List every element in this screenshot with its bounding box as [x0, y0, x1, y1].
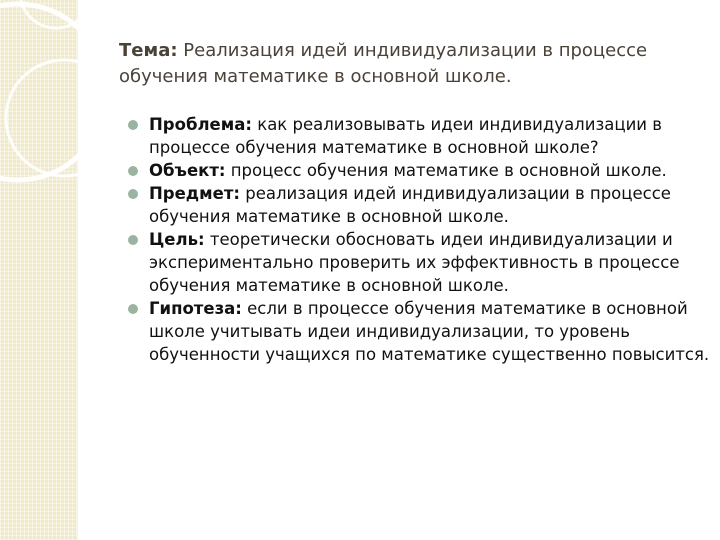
- bullet-dot-icon: [128, 235, 138, 245]
- bullet-dot-icon: [128, 304, 138, 314]
- bullet-item-problem: [128, 113, 713, 159]
- bullet-text: процесс обучения математике в основной школе.: [225, 161, 667, 180]
- bullet-item-subject: [128, 182, 713, 228]
- bullet-item-hypothesis: [128, 297, 713, 366]
- bullet-dot-icon: [128, 166, 138, 176]
- bullet-label: Объект:: [149, 161, 226, 180]
- bullet-list: [128, 113, 713, 366]
- bullet-item-object: [128, 159, 713, 182]
- bullet-text: реализация идей индивидуализации в процессе обучения математике в основной школе.: [149, 184, 671, 226]
- bullet-label: Гипотеза:: [149, 299, 242, 318]
- bullet-label: Цель:: [149, 230, 205, 249]
- bullet-item-goal: [128, 228, 713, 297]
- bullet-dot-icon: [128, 120, 138, 130]
- title-text: Реализация идей индивидуализации в процессе обучения математике в основной школе.: [119, 40, 648, 87]
- bullet-text: как реализовывать идеи индивидуализации в процессе обучения математике в основной школе?: [149, 115, 662, 157]
- bullet-text: если в процессе обучения математике в основной школе учитывать идеи индивидуализации, то уровень обученности учащихся по математике существенно повысится.: [149, 299, 710, 364]
- bullet-text: теоретически обосновать идеи индивидуализации и экспериментально проверить их эффективность в процессе обучения математике в основной школе.: [149, 230, 680, 295]
- decorative-arc-large: [0, 4, 106, 180]
- title-label: Тема:: [119, 40, 178, 61]
- bullet-label: Предмет:: [149, 184, 240, 203]
- slide-title: [119, 38, 699, 90]
- bullet-label: Проблема:: [149, 115, 252, 134]
- bullet-dot-icon: [128, 189, 138, 199]
